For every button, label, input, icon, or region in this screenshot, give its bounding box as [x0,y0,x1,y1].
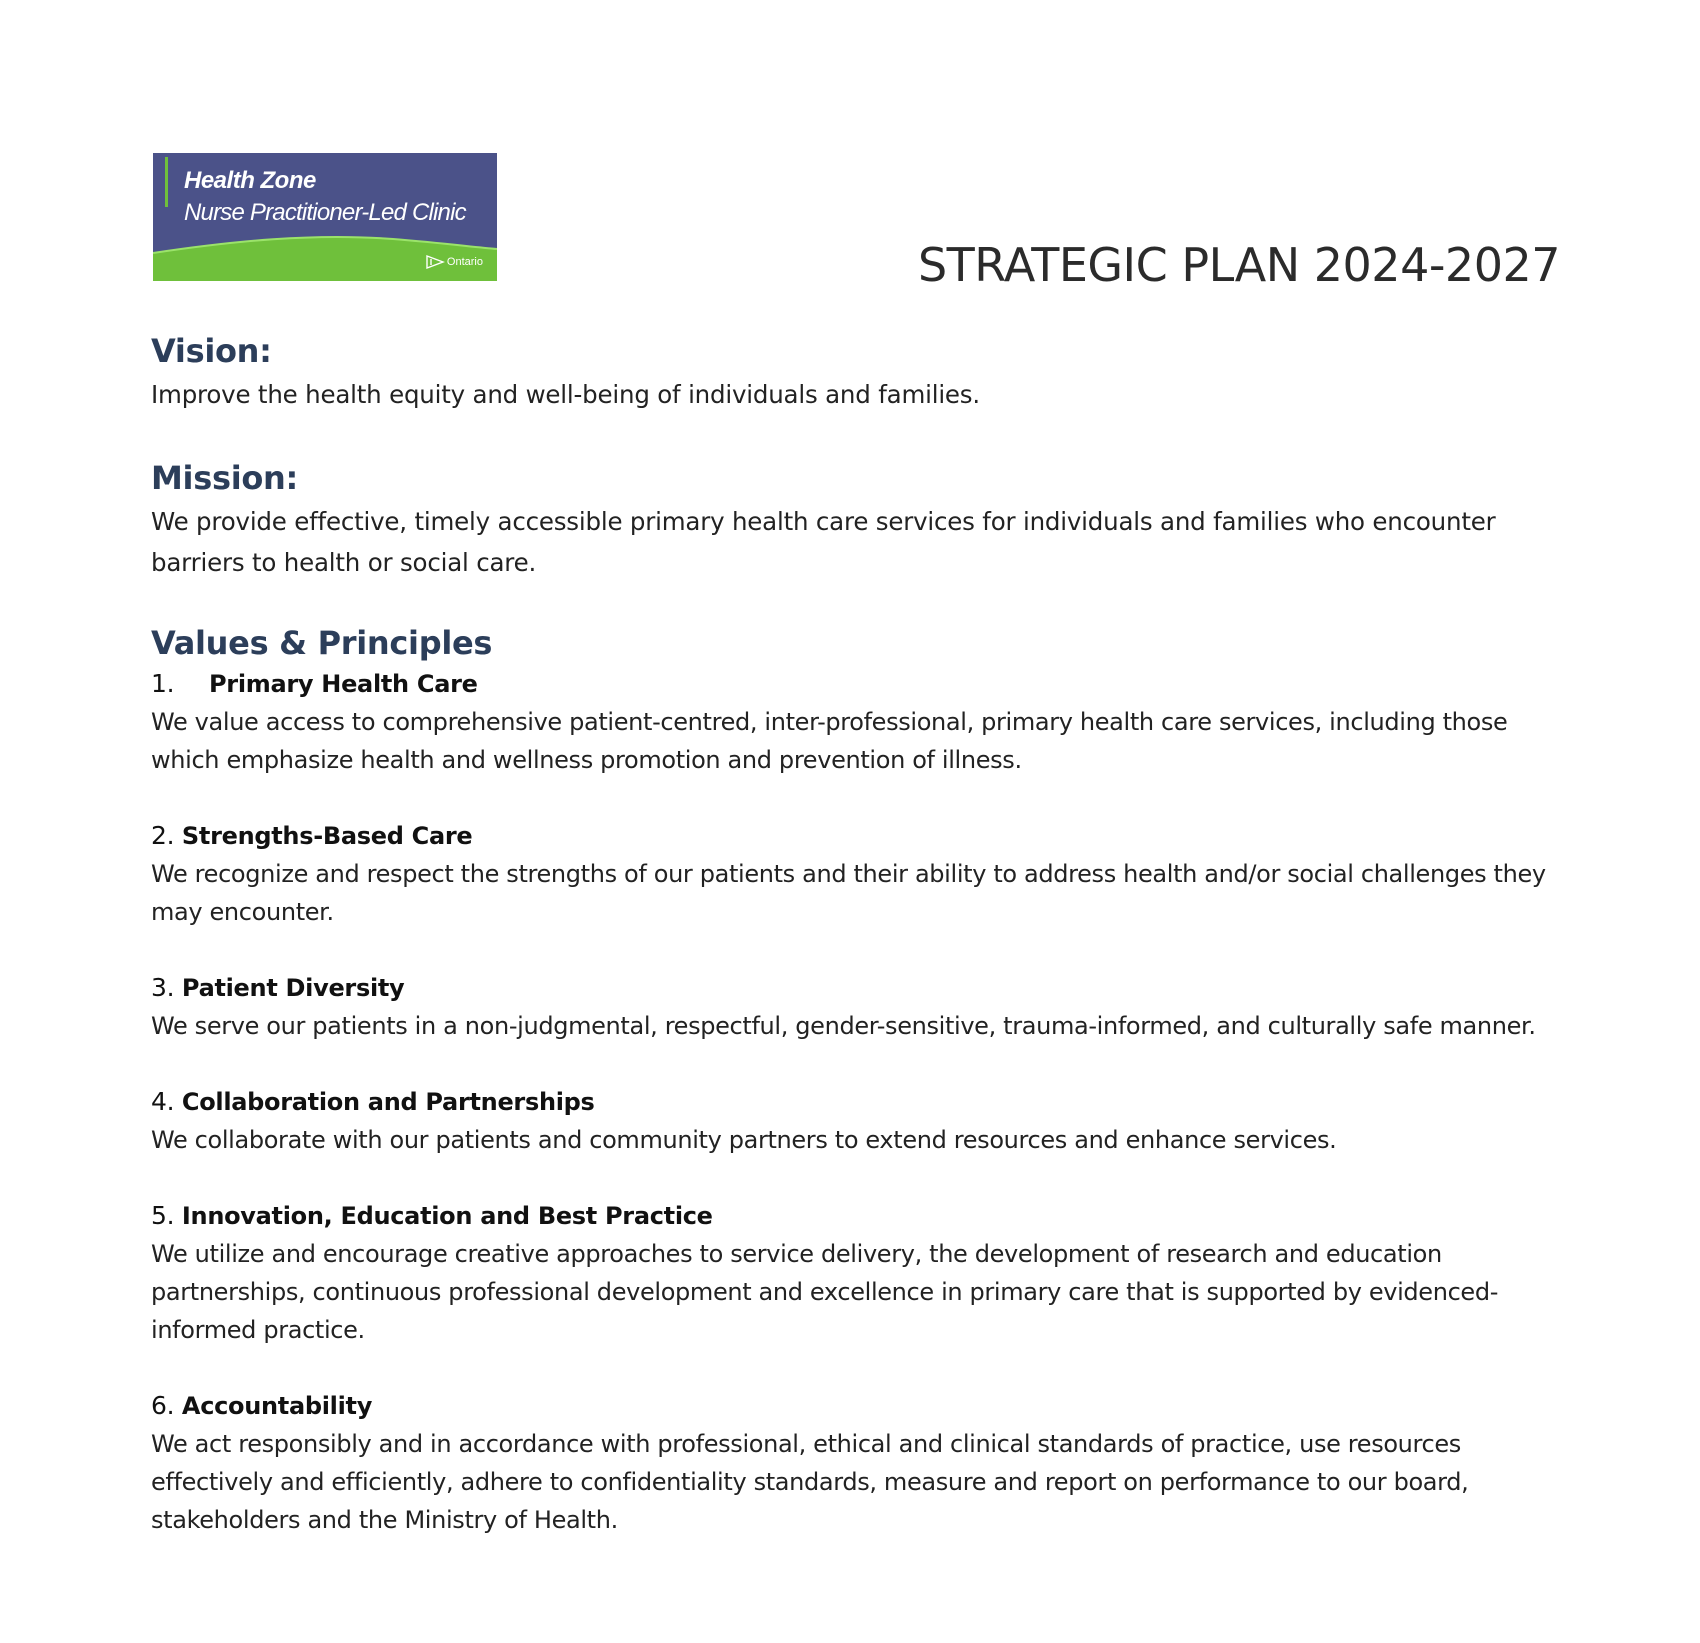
ontario-mark [425,255,483,269]
value-heading [151,1387,1571,1425]
value-description: We collaborate with our patients and community partners to extend resources and enhance services. [151,1126,1337,1154]
mission-text: We provide effective, timely accessible primary health care services for individuals and families who encounter barriers to health or social care. [151,507,1496,577]
value-number: 3. [151,973,175,1002]
value-item-collaboration [151,1083,1571,1159]
values-section [151,621,1571,1539]
clinic-logo [153,153,497,281]
vision-text: Improve the health equity and well-being of individuals and families. [151,380,980,409]
value-description: We value access to comprehensive patient-centred, inter-professional, primary health care services, including those which emphasize health and wellness promotion and prevention of illness. [151,708,1508,774]
value-description: We recognize and respect the strengths of our patients and their ability to address health and/or social challenges they may encounter. [151,860,1546,926]
value-heading [151,1197,1571,1235]
value-item-innovation [151,1197,1571,1349]
value-name: Patient Diversity [181,974,405,1002]
logo-subtitle: Nurse Practitioner-Led Clinic [184,199,466,226]
value-item-patient-diversity [151,969,1571,1045]
logo-title: Health Zone [184,167,316,194]
ontario-label: Ontario [446,256,483,268]
value-heading [151,817,1571,855]
logo-accent-bar [165,157,168,207]
mission-section [151,455,1571,583]
value-item-primary-health-care [151,665,1571,779]
value-item-strengths-based-care [151,817,1571,931]
value-heading [151,969,1571,1007]
value-name: Innovation, Education and Best Practice [181,1202,713,1230]
value-number: 4. [151,1087,175,1116]
value-name: Accountability [181,1392,373,1420]
document-title: STRATEGIC PLAN 2024-2027 [917,238,1560,292]
values-heading: Values & Principles [151,624,493,662]
vision-heading: Vision: [151,332,272,370]
value-heading [151,1083,1571,1121]
vision-section [151,328,1571,415]
value-description: We serve our patients in a non-judgmental, respectful, gender-sensitive, trauma-informed, and culturally safe manner. [151,1012,1536,1040]
value-name: Strengths-Based Care [181,822,473,850]
value-item-accountability [151,1387,1571,1539]
mission-heading: Mission: [151,459,299,497]
value-heading [151,665,1571,703]
value-number: 6. [151,1391,175,1420]
value-name: Collaboration and Partnerships [181,1088,595,1116]
value-name: Primary Health Care [209,670,478,698]
value-description: We utilize and encourage creative approaches to service delivery, the development of research and education partnerships, continuous professional development and excellence in primary care that is supported by evidenced-informed practice. [151,1240,1499,1344]
value-number: 1. [151,669,175,698]
value-description: We act responsibly and in accordance with professional, ethical and clinical standards of practice, use resources effectively and efficiently, adhere to confidentiality standards, measure and report on performance to our board, stakeholders and the Ministry of Health. [151,1430,1469,1534]
value-number: 5. [151,1201,175,1230]
value-number: 2. [151,821,175,850]
ontario-trillium-icon [425,255,445,269]
document-body [151,328,1571,1577]
